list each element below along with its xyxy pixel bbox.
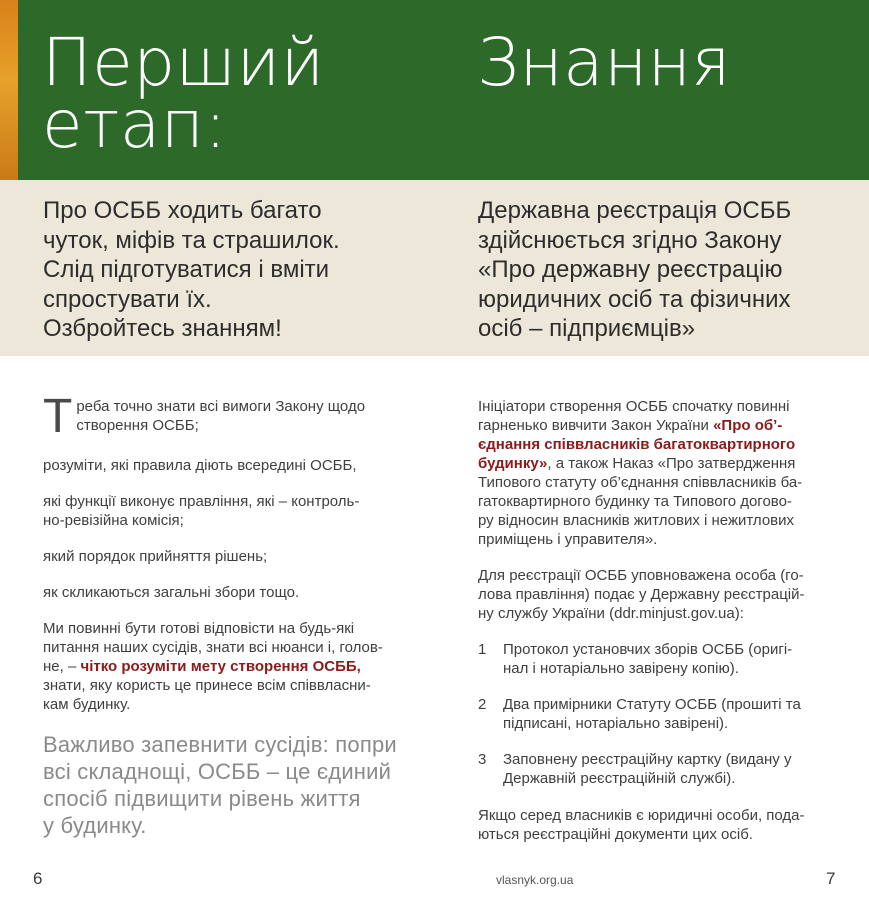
list-number: 3 bbox=[478, 751, 487, 768]
list-number: 2 bbox=[478, 696, 487, 713]
text-fragment: не, – bbox=[43, 658, 81, 675]
text-line: но-ревізійна комісія; bbox=[43, 512, 184, 529]
paragraph: який порядок прийняття рішень; bbox=[43, 548, 268, 565]
right-page-title: Знання bbox=[477, 24, 731, 101]
text-line: Якщо серед власників є юридичні особи, пода- bbox=[478, 807, 805, 824]
pull-quote bbox=[43, 731, 398, 839]
intro-line: здійснюється згідно Закону bbox=[478, 226, 782, 254]
text-line: кам будинку. bbox=[43, 696, 131, 713]
text-line: реба точно знати всі вимоги Закону щодо bbox=[76, 398, 366, 415]
title-line: етап: bbox=[42, 86, 228, 163]
text-line bbox=[43, 657, 398, 676]
left-page-number: 6 bbox=[33, 869, 43, 888]
paragraph bbox=[478, 806, 833, 844]
left-intro-text bbox=[43, 196, 423, 344]
right-intro-text bbox=[478, 196, 833, 344]
emphasis-text: «Про об’- bbox=[713, 417, 783, 434]
text-line: ну службу України (ddr.minjust.gov.ua): bbox=[478, 605, 744, 622]
quote-line: спосіб підвищити рівень життя bbox=[43, 786, 361, 811]
text-line: Державній реєстраційній службі). bbox=[503, 770, 736, 787]
paragraph bbox=[478, 397, 833, 549]
text-line: Протокол установчих зборів ОСББ (оригі- bbox=[503, 641, 793, 658]
right-body-column bbox=[478, 397, 833, 861]
text-fragment: , а також Наказ «Про затвердження bbox=[547, 455, 796, 472]
quote-line: у будинку. bbox=[43, 813, 147, 838]
intro-line: Державна реєстрація ОСББ bbox=[478, 197, 792, 224]
list-item bbox=[478, 750, 833, 788]
paragraph: розуміти, які правила діють всередині ОСББ, bbox=[43, 457, 357, 474]
emphasis-text: чітко розуміти мету створення ОСББ, bbox=[80, 658, 361, 675]
right-page-number: 7 bbox=[826, 869, 836, 888]
decorative-edge-strip bbox=[0, 0, 18, 180]
paragraph bbox=[43, 390, 398, 443]
paragraph bbox=[43, 619, 398, 714]
text-line: Два примірники Статуту ОСББ (прошиті та bbox=[503, 696, 801, 713]
paragraph bbox=[43, 492, 398, 530]
text-line bbox=[478, 454, 833, 473]
paragraph bbox=[478, 566, 833, 623]
list-item bbox=[478, 695, 833, 733]
title-line: Перший bbox=[42, 24, 325, 101]
text-line: нал і нотаріально завірену копію). bbox=[503, 660, 739, 677]
quote-line: Важливо запевнити сусідів: попри bbox=[43, 732, 397, 757]
text-line: які функції виконує правління, які – контроль- bbox=[43, 493, 360, 510]
intro-line: «Про державну реєстрацію bbox=[478, 256, 783, 283]
intro-line: спростувати їх. bbox=[43, 285, 212, 313]
intro-line: Слід підготуватися і вміти bbox=[43, 256, 330, 283]
left-body-column bbox=[43, 390, 398, 839]
text-line: підписані, нотаріально завірені). bbox=[503, 715, 729, 732]
text-line: Ми повинні бути готові відповісти на будь-які bbox=[43, 620, 355, 637]
text-line: лова правління) подає у Державну реєстрацій- bbox=[478, 586, 805, 603]
text-line: створення ОСББ; bbox=[76, 417, 199, 434]
intro-line: юридичних осіб та фізичних bbox=[478, 285, 791, 313]
text-line: ються реєстраційні документи цих осіб. bbox=[478, 826, 753, 843]
text-line: Ініціатори створення ОСББ спочатку повинні bbox=[478, 398, 790, 415]
text-line: гатоквартирного будинку та Типового догово- bbox=[478, 493, 792, 510]
text-line: приміщень і управителя». bbox=[478, 531, 658, 548]
documents-list bbox=[478, 640, 833, 788]
intro-line: Про ОСББ ходить багато bbox=[43, 197, 322, 224]
text-line: Заповнену реєстраційну картку (видану у bbox=[503, 751, 792, 768]
left-page-title bbox=[42, 24, 422, 163]
emphasis-text: єднання співвласників багатоквартирного bbox=[478, 436, 796, 453]
emphasis-text: будинку» bbox=[478, 455, 548, 472]
footer-url: vlasnyk.org.ua bbox=[496, 873, 574, 887]
quote-line: всі складнощі, ОСББ – це єдиний bbox=[43, 759, 392, 784]
intro-line: чуток, міфів та страшилок. bbox=[43, 226, 340, 254]
list-number: 1 bbox=[478, 641, 487, 658]
text-line: ру відносин власників житлових і нежитлових bbox=[478, 512, 795, 529]
text-line bbox=[478, 416, 833, 435]
paragraph: як скликаються загальні збори тощо. bbox=[43, 584, 300, 601]
text-fragment: гарненько вивчити Закон України bbox=[478, 417, 714, 434]
intro-line: осіб – підприємців» bbox=[478, 315, 696, 342]
text-line: знати, яку користь це принесе всім співвласни- bbox=[43, 677, 371, 694]
text-line: питання наших сусідів, знати всі нюанси і, голов- bbox=[43, 639, 383, 656]
text-line: Для реєстрації ОСББ уповноважена особа (го- bbox=[478, 567, 804, 584]
intro-line: Озбройтесь знанням! bbox=[43, 315, 282, 342]
text-line: Типового статуту об’єднання співвласників ба- bbox=[478, 474, 803, 491]
list-item bbox=[478, 640, 833, 678]
drop-cap: Т bbox=[43, 390, 73, 443]
